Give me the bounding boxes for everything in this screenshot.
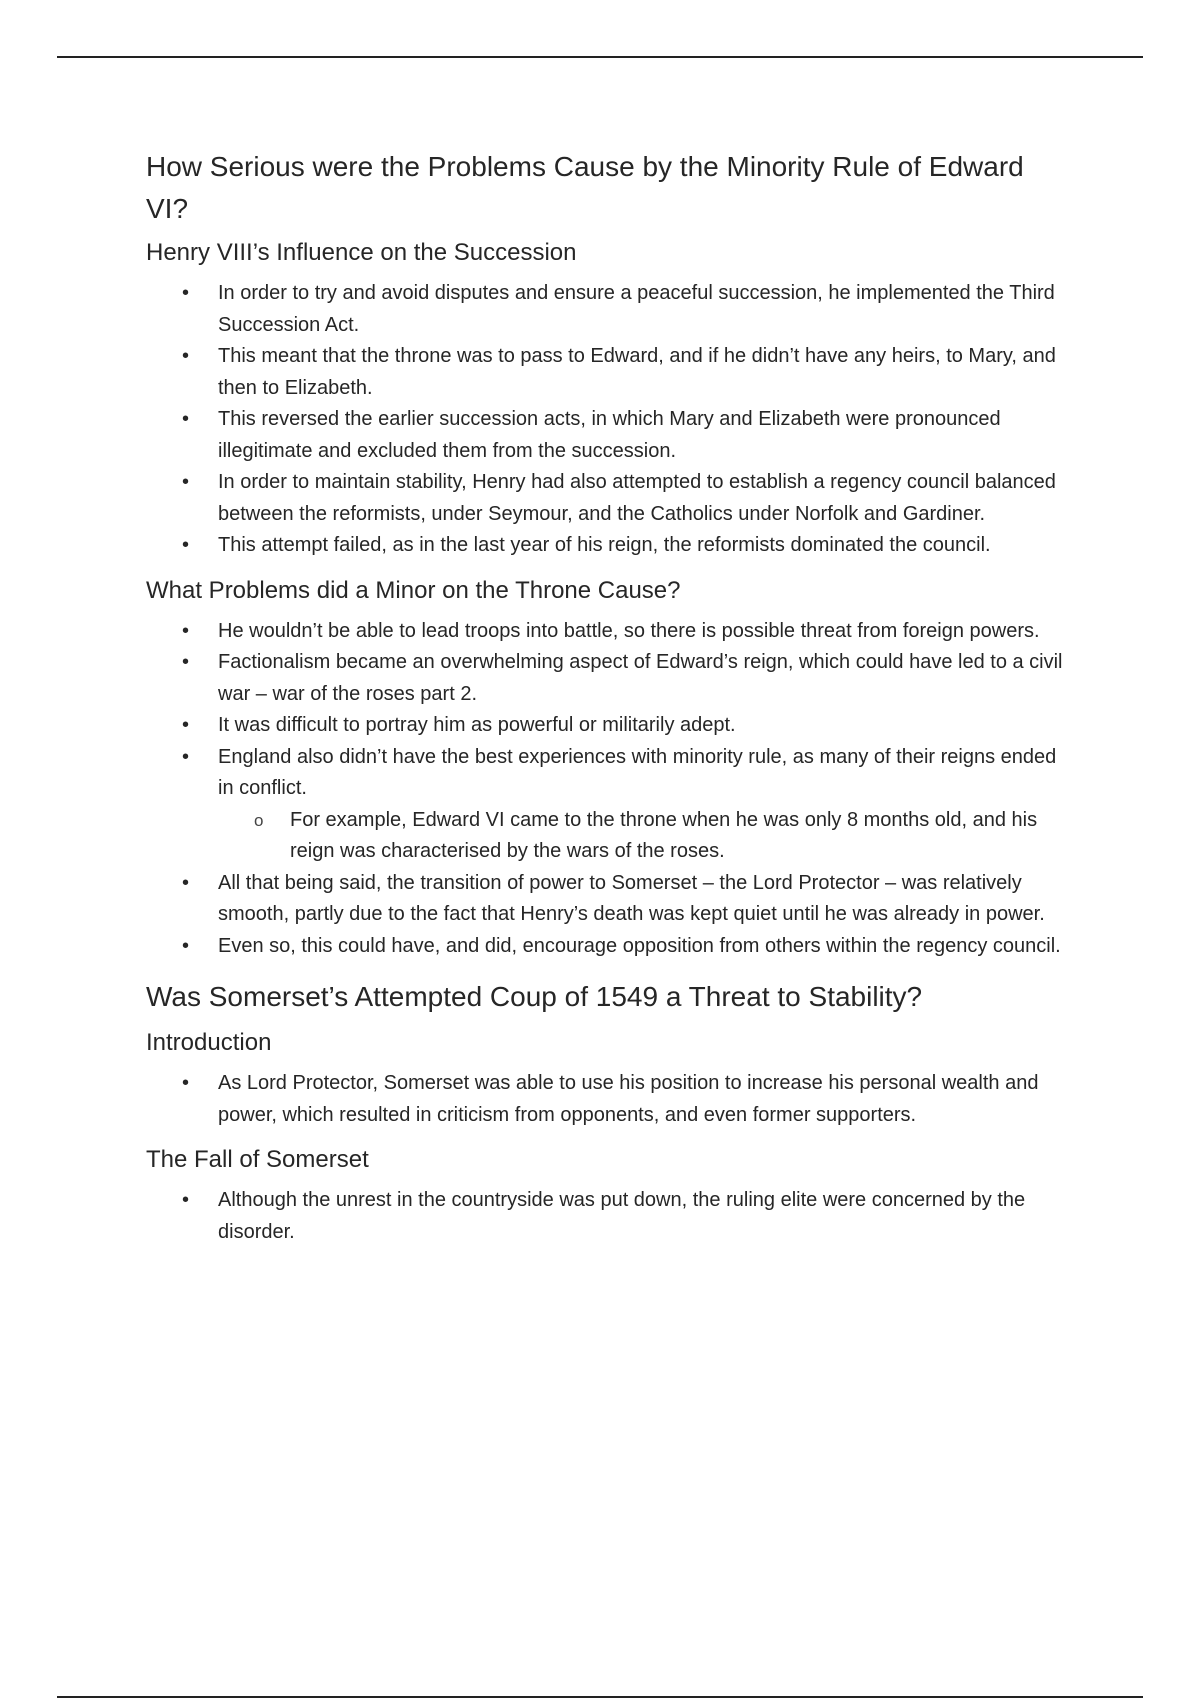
bullet-icon: •: [182, 471, 190, 493]
bullet-icon: •: [182, 1189, 190, 1211]
list-item: • England also didn’t have the best experiences with minority rule, as many of their reigns ended in conflict. o For example, Edward VI came to the throne when he was only 8 months old, and his reign was characterised by the wars of the roses.: [146, 742, 1066, 868]
bullet-icon: •: [182, 1072, 190, 1094]
bullet-icon: •: [182, 534, 190, 556]
bullet-icon: •: [182, 651, 190, 673]
section-heading-minor-problems: What Problems did a Minor on the Throne Cause?: [146, 576, 681, 604]
bullet-icon: •: [182, 345, 190, 367]
list-item: • He wouldn’t be able to lead troops into battle, so there is possible threat from foreign powers.: [146, 616, 1066, 648]
circle-bullet-icon: o: [254, 810, 264, 830]
list-item: • It was difficult to portray him as powerful or militarily adept.: [146, 710, 1066, 742]
bullet-icon: •: [182, 408, 190, 430]
list-item: • This attempt failed, as in the last year of his reign, the reformists dominated the council.: [146, 530, 1066, 562]
bullet-icon: •: [182, 714, 190, 736]
list-item: • This reversed the earlier succession acts, in which Mary and Elizabeth were pronounced illegitimate and excluded them from the succession.: [146, 404, 1066, 467]
bullet-icon: •: [182, 282, 190, 304]
section-heading-introduction: Introduction: [146, 1029, 272, 1056]
list-item: • This meant that the throne was to pass to Edward, and if he didn’t have any heirs, to Mary, and then to Elizabeth.: [146, 341, 1066, 404]
bullet-icon: •: [182, 934, 190, 957]
sub-list: [218, 805, 1066, 868]
section-title-somerset-coup: Was Somerset’s Attempted Coup of 1549 a Threat to Stability?: [146, 981, 923, 1012]
list-item: • In order to try and avoid disputes and ensure a peaceful succession, he implemented the Third Succession Act.: [146, 278, 1066, 341]
bullet-list-minor-problems: [146, 616, 1066, 963]
list-item: • In order to maintain stability, Henry had also attempted to establish a regency council balanced between the reformists, under Seymour, and the Catholics under Norfolk and Gardiner.: [146, 467, 1066, 530]
header-rule: [57, 56, 1143, 58]
bullet-list-fall-of-somerset: [146, 1185, 1066, 1248]
bullet-icon: •: [182, 619, 190, 642]
list-item: • All that being said, the transition of power to Somerset – the Lord Protector – was relatively smooth, partly due to the fact that Henry’s death was kept quiet until he was already in power.: [146, 868, 1066, 931]
document-body: [146, 146, 1066, 1262]
footer-rule: [57, 1696, 1143, 1698]
list-item: • As Lord Protector, Somerset was able to use his position to increase his personal wealth and power, which resulted in criticism from opponents, and even former supporters.: [146, 1068, 1066, 1131]
bullet-list-introduction: [146, 1068, 1066, 1131]
page-title: How Serious were the Problems Cause by the Minority Rule of Edward VI?: [146, 151, 1024, 224]
list-item: • Even so, this could have, and did, encourage opposition from others within the regency council.: [146, 931, 1066, 963]
list-item: • Factionalism became an overwhelming aspect of Edward’s reign, which could have led to a civil war – war of the roses part 2.: [146, 647, 1066, 710]
bullet-list-succession: [146, 278, 1066, 562]
list-item: • Although the unrest in the countryside was put down, the ruling elite were concerned by the disorder.: [146, 1185, 1066, 1248]
bullet-icon: •: [182, 871, 190, 894]
section-heading-fall-of-somerset: The Fall of Somerset: [146, 1146, 369, 1173]
sub-list-item: o For example, Edward VI came to the throne when he was only 8 months old, and his reign was characterised by the wars of the roses.: [218, 805, 1066, 868]
section-heading-succession: Henry VIII’s Influence on the Succession: [146, 239, 577, 266]
bullet-icon: •: [182, 745, 190, 768]
